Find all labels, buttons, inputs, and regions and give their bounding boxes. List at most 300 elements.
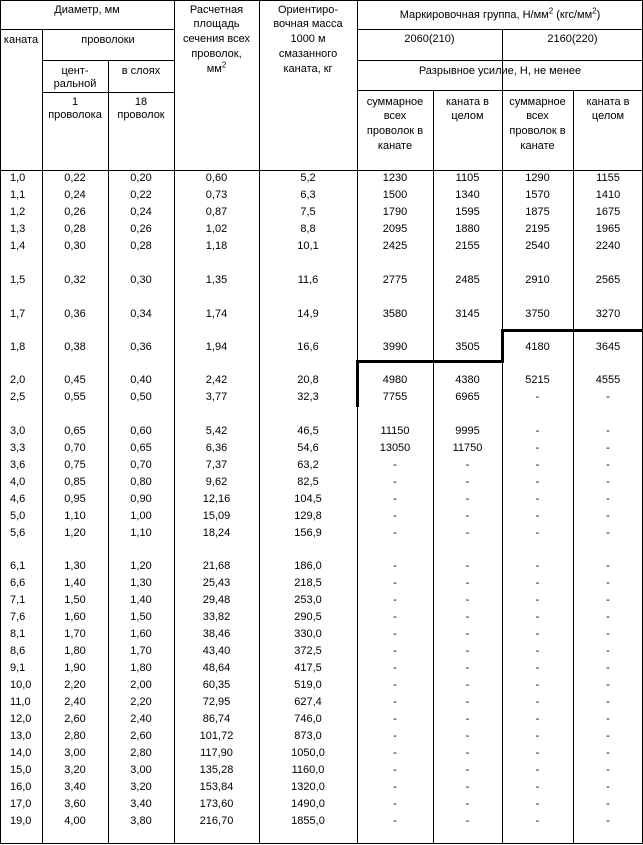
cell-rope-diameter: 7,1: [10, 594, 26, 606]
cell-layer-wire: 0,34: [130, 308, 152, 320]
cell-rope-2060: -: [465, 815, 470, 827]
cell-sum-2160: -: [535, 510, 540, 522]
cell-layer-wire: 1,50: [130, 611, 152, 623]
cell-layer-wire: 2,40: [130, 713, 152, 725]
cell-mass: 290,5: [294, 611, 322, 623]
cell-rope-diameter: 1,5: [10, 274, 26, 286]
cell-rope-2160: 1965: [595, 223, 621, 235]
cell-layer-wire: 3,00: [130, 764, 152, 776]
cell-area: 9,62: [205, 476, 228, 488]
cell-rope-diameter: 2,5: [10, 391, 26, 403]
cell-rope-2060: -: [465, 611, 470, 623]
cell-central-wire: 0,45: [64, 374, 86, 386]
cell-central-wire: 0,65: [64, 425, 86, 437]
cell-mass: 156,9: [294, 527, 322, 539]
cell-rope-2060: 1105: [455, 172, 480, 184]
cell-mass: 873,0: [294, 730, 322, 742]
header-eighteen-1: 18: [134, 96, 148, 108]
cell-area: 173,60: [199, 798, 234, 810]
cell-central-wire: 2,20: [64, 679, 86, 691]
cell-rope-2160: -: [606, 764, 610, 776]
cell-mass: 82,5: [297, 476, 319, 488]
cell-area: 216,70: [199, 815, 234, 827]
cell-rope-2160: -: [606, 493, 610, 505]
cell-layer-wire: 0,28: [130, 240, 152, 252]
cell-rope-2060: -: [465, 713, 470, 725]
cell-layer-wire: 0,36: [130, 341, 152, 353]
cell-area: 1,74: [205, 308, 228, 320]
cell-area: 1,18: [205, 240, 228, 252]
cell-layer-wire: 1,20: [130, 560, 152, 572]
cell-sum-2060: 2095: [382, 223, 408, 235]
cell-rope-diameter: 8,1: [10, 628, 26, 640]
cell-central-wire: 1,90: [64, 662, 86, 674]
cell-sum-2060: -: [393, 493, 397, 505]
cell-mass: 218,5: [294, 577, 322, 589]
cell-area: 3,77: [205, 391, 228, 403]
cell-area: 33,82: [202, 611, 231, 623]
cell-layer-wire: 1,40: [130, 594, 152, 606]
cell-central-wire: 3,20: [64, 764, 86, 776]
cell-sum-2160: -: [535, 798, 540, 810]
cell-layer-wire: 0,90: [130, 493, 152, 505]
cell-mass: 11,6: [297, 274, 319, 286]
cell-sum-2160: -: [535, 493, 540, 505]
cell-rope-2160: -: [606, 815, 610, 827]
cell-area: 25,43: [202, 577, 231, 589]
header-rope-whole-2b: целом: [591, 110, 625, 122]
cell-layer-wire: 0,50: [130, 391, 152, 403]
cell-mass: 32,3: [297, 391, 319, 403]
cell-area: 86,74: [202, 713, 231, 725]
cell-rope-diameter: 1,1: [10, 189, 26, 201]
cell-rope-2060: 9995: [455, 425, 480, 437]
cell-area: 43,40: [202, 645, 231, 657]
cell-rope-2060: 1880: [455, 223, 480, 235]
cell-central-wire: 3,40: [64, 781, 86, 793]
cell-rope-2160: -: [606, 645, 610, 657]
cell-central-wire: 0,30: [64, 240, 86, 252]
cell-central-wire: 1,70: [64, 628, 86, 640]
cell-sum-2160: -: [535, 425, 540, 437]
cell-sum-2060: -: [393, 628, 397, 640]
cell-sum-2060: -: [393, 679, 397, 691]
cell-rope-2160: -: [606, 425, 610, 437]
cell-sum-2160: -: [535, 815, 540, 827]
cell-rope-diameter: 1,3: [10, 223, 26, 235]
cell-sum-2060: 7755: [382, 391, 408, 403]
cell-area: 18,24: [202, 527, 231, 539]
cell-rope-2160: -: [606, 594, 610, 606]
cell-sum-2060: 4980: [382, 374, 408, 386]
cell-central-wire: 0,36: [64, 308, 86, 320]
header-one-wire-2: проволока: [48, 109, 102, 121]
header-line-grades: [357, 60, 643, 61]
cell-area: 1,35: [205, 274, 228, 286]
cell-rope-2060: -: [465, 662, 470, 674]
cell-sum-2060: -: [393, 476, 397, 488]
cell-central-wire: 2,40: [64, 696, 86, 708]
cell-mass: 10,1: [297, 240, 319, 252]
cell-rope-2160: -: [606, 781, 610, 793]
cell-rope-2160: -: [606, 476, 610, 488]
cell-layer-wire: 0,80: [130, 476, 152, 488]
cell-central-wire: 1,30: [64, 560, 86, 572]
cell-rope-2160: -: [606, 611, 610, 623]
header-sum-all-2a: суммарное: [509, 96, 566, 108]
cell-mass: 1050,0: [291, 747, 325, 759]
cell-mass: 129,8: [294, 510, 322, 522]
cell-sum-2160: -: [535, 594, 540, 606]
cell-central-wire: 1,80: [64, 645, 86, 657]
cell-sum-2060: -: [393, 577, 397, 589]
cell-layer-wire: 3,20: [130, 781, 152, 793]
cell-area: 135,28: [199, 764, 234, 776]
header-rope-whole-1a: каната в: [445, 96, 490, 108]
header-sum-all-1a: суммарное: [366, 96, 424, 108]
cell-central-wire: 0,32: [64, 274, 86, 286]
cell-sum-2060: 13050: [379, 442, 411, 454]
cell-rope-2160: 1675: [595, 206, 621, 218]
cell-central-wire: 3,00: [64, 747, 86, 759]
cell-mass: 16,6: [297, 341, 319, 353]
cell-mass: 5,2: [300, 172, 316, 184]
cell-rope-diameter: 1,4: [10, 240, 26, 252]
cell-rope-diameter: 4,6: [10, 493, 26, 505]
cell-layer-wire: 2,60: [130, 730, 152, 742]
cell-rope-diameter: 8,6: [10, 645, 26, 657]
cell-area: 101,72: [199, 730, 234, 742]
cell-rope-2160: -: [606, 679, 610, 691]
cell-rope-diameter: 3,0: [10, 425, 26, 437]
cell-sum-2160: -: [535, 747, 540, 759]
cell-rope-diameter: 5,0: [10, 510, 26, 522]
cell-rope-2160: 1410: [595, 189, 621, 201]
cell-mass: 1320,0: [291, 781, 325, 793]
cell-mass: 8,8: [300, 223, 316, 235]
cell-sum-2060: -: [393, 510, 397, 522]
cell-mass: 1160,0: [291, 764, 325, 776]
cell-rope-2160: -: [606, 391, 610, 403]
cell-layer-wire: 1,80: [130, 662, 152, 674]
cell-central-wire: 1,10: [64, 510, 86, 522]
cell-sum-2060: -: [393, 645, 397, 657]
cell-sum-2160: -: [535, 459, 540, 471]
cell-mass: 372,5: [294, 645, 322, 657]
cell-rope-2160: 4555: [595, 374, 621, 386]
cell-sum-2160: 2910: [525, 274, 550, 286]
cell-sum-2160: 2540: [525, 240, 550, 252]
cell-rope-2060: 6965: [455, 391, 480, 403]
cell-area: 38,46: [202, 628, 231, 640]
cell-sum-2160: -: [535, 679, 540, 691]
cell-sum-2060: -: [393, 594, 397, 606]
boundary-line-c: [357, 360, 504, 363]
cell-sum-2160: -: [535, 527, 540, 539]
cell-area: 7,37: [205, 459, 228, 471]
cell-area: 153,84: [199, 781, 234, 793]
cell-central-wire: 3,60: [64, 798, 86, 810]
header-wires: проволоки: [81, 34, 135, 46]
cell-mass: 20,8: [297, 374, 319, 386]
header-breaking-force: Разрывное усилие, Н, не менее: [418, 65, 582, 77]
cell-central-wire: 0,95: [64, 493, 86, 505]
header-sum-all-2c: проволок в: [509, 125, 566, 137]
cell-rope-2060: -: [465, 493, 470, 505]
cell-rope-2160: 1155: [596, 172, 620, 184]
cell-layer-wire: 1,60: [130, 628, 152, 640]
cell-sum-2160: -: [535, 476, 540, 488]
cell-rope-2160: -: [606, 662, 610, 674]
cell-rope-diameter: 6,6: [10, 577, 26, 589]
header-central-1: цент-: [61, 65, 89, 77]
cell-sum-2060: -: [393, 560, 397, 572]
header-rope-whole-2a: каната в: [586, 96, 630, 108]
cell-area: 21,68: [202, 560, 231, 572]
cell-rope-2160: -: [606, 713, 610, 725]
cell-area: 60,35: [202, 679, 231, 691]
cell-central-wire: 1,20: [64, 527, 86, 539]
cell-layer-wire: 0,30: [130, 274, 152, 286]
cell-layer-wire: 0,22: [130, 189, 152, 201]
cell-rope-2060: -: [465, 628, 470, 640]
header-diameter: Диаметр, мм: [54, 4, 120, 16]
cell-rope-2060: -: [465, 527, 470, 539]
cell-rope-2060: -: [465, 476, 470, 488]
cell-layer-wire: 0,65: [130, 442, 152, 454]
cell-layer-wire: 1,30: [130, 577, 152, 589]
cell-rope-diameter: 1,8: [10, 341, 26, 353]
cell-rope-2060: -: [465, 764, 470, 776]
cell-area: 1,94: [205, 341, 228, 353]
header-sum-all-1c: проволок в: [366, 125, 424, 137]
cell-sum-2160: -: [535, 645, 540, 657]
cell-layer-wire: 1,10: [130, 527, 152, 539]
cell-rope-diameter: 19,0: [10, 815, 32, 827]
cell-rope-2160: -: [606, 747, 610, 759]
cell-sum-2060: -: [393, 713, 397, 725]
cell-layer-wire: 0,40: [130, 374, 152, 386]
cell-rope-diameter: 9,1: [10, 662, 26, 674]
cell-sum-2160: 1875: [525, 206, 550, 218]
cell-sum-2160: -: [535, 764, 540, 776]
header-mass-5: каната, кг: [283, 63, 333, 75]
cell-rope-diameter: 4,0: [10, 476, 26, 488]
cell-rope-2160: -: [606, 730, 610, 742]
cell-sum-2160: -: [535, 560, 540, 572]
cell-layer-wire: 0,20: [130, 172, 152, 184]
cell-central-wire: 2,60: [64, 713, 86, 725]
cell-rope-diameter: 5,6: [10, 527, 26, 539]
cell-rope-diameter: 3,6: [10, 459, 26, 471]
cell-rope-diameter: 6,1: [10, 560, 26, 572]
cell-rope-2160: -: [606, 577, 610, 589]
header-in-layers: в слоях: [121, 65, 161, 77]
cell-central-wire: 0,38: [64, 341, 86, 353]
cell-layer-wire: 0,60: [130, 425, 152, 437]
cell-rope-2060: -: [465, 645, 470, 657]
header-area-1: Расчетная: [189, 4, 244, 16]
cell-area: 15,09: [202, 510, 231, 522]
cell-rope-2060: -: [465, 781, 470, 793]
cell-rope-2060: -: [465, 798, 470, 810]
cell-sum-2160: 1290: [525, 172, 550, 184]
cell-rope-diameter: 7,6: [10, 611, 26, 623]
cell-mass: 6,3: [300, 189, 316, 201]
cell-sum-2160: -: [535, 730, 540, 742]
cell-sum-2060: 3990: [382, 341, 408, 353]
header-mass-2: вочная масса: [273, 18, 343, 30]
header-rope: каната: [3, 34, 39, 46]
cell-sum-2060: 11150: [380, 425, 410, 437]
cell-rope-2060: 2485: [455, 274, 480, 286]
header-line-diameter: [0, 29, 174, 30]
cell-sum-2160: -: [535, 442, 540, 454]
cell-area: 117,90: [200, 747, 233, 759]
cell-sum-2060: -: [393, 662, 397, 674]
cell-rope-2160: -: [606, 560, 610, 572]
cell-rope-2060: -: [465, 560, 470, 572]
cell-sum-2160: 1570: [525, 189, 550, 201]
cell-rope-2060: 3505: [455, 341, 480, 353]
cell-rope-2160: 3645: [595, 341, 621, 353]
header-area-3: сечения всех: [183, 33, 250, 45]
cell-mass: 627,4: [294, 696, 322, 708]
cell-central-wire: 2,80: [64, 730, 86, 742]
cell-area: 48,64: [202, 662, 231, 674]
cell-area: 0,73: [205, 189, 228, 201]
header-area-2: площадь: [193, 18, 240, 30]
cell-mass: 63,2: [297, 459, 319, 471]
cell-rope-2060: -: [465, 696, 470, 708]
cell-rope-diameter: 1,2: [10, 206, 26, 218]
cell-rope-diameter: 1,7: [10, 308, 26, 320]
cell-sum-2160: -: [535, 662, 540, 674]
table-bottom-border: [0, 843, 643, 844]
cell-sum-2060: -: [393, 730, 397, 742]
cell-mass: 46,5: [297, 425, 319, 437]
cell-rope-diameter: 12,0: [10, 713, 32, 725]
cell-rope-2160: -: [606, 628, 610, 640]
cell-rope-diameter: 16,0: [10, 781, 32, 793]
cell-sum-2060: -: [393, 611, 397, 623]
cell-sum-2060: -: [393, 459, 397, 471]
cell-area: 1,02: [205, 223, 228, 235]
cell-layer-wire: 0,24: [130, 206, 152, 218]
cell-rope-2060: 3145: [455, 308, 480, 320]
cell-layer-wire: 3,40: [130, 798, 152, 810]
cell-sum-2060: -: [393, 696, 397, 708]
cell-mass: 1490,0: [291, 798, 325, 810]
header-mass-4: смазанного: [278, 48, 338, 60]
cell-sum-2060: 1230: [382, 172, 408, 184]
header-bottom-line: [0, 170, 643, 171]
cell-central-wire: 0,24: [64, 189, 86, 201]
header-sum-all-2d: канате: [520, 140, 555, 152]
header-one-wire-1: 1: [71, 96, 79, 108]
cell-sum-2060: -: [393, 747, 397, 759]
cell-sum-2060: -: [393, 798, 397, 810]
cell-central-wire: 1,40: [64, 577, 86, 589]
cell-rope-2160: -: [606, 442, 610, 454]
header-grade-1: 2060(210): [404, 33, 455, 45]
header-rope-whole-1b: целом: [451, 110, 484, 122]
cell-layer-wire: 2,00: [130, 679, 152, 691]
cell-area: 5,42: [205, 425, 228, 437]
header-mass-1: Ориентиро-: [277, 4, 339, 16]
cell-rope-2060: -: [465, 679, 470, 691]
cell-rope-2060: 4380: [455, 374, 480, 386]
cell-area: 0,87: [205, 206, 228, 218]
cell-mass: 54,6: [297, 442, 319, 454]
cell-area: 0,60: [205, 172, 228, 184]
cell-sum-2060: 1790: [382, 206, 408, 218]
header-eighteen-2: проволок: [117, 109, 165, 121]
cell-area: 6,36: [205, 442, 228, 454]
cell-central-wire: 4,00: [64, 815, 86, 827]
cell-central-wire: 0,70: [64, 442, 86, 454]
cell-central-wire: 0,55: [64, 391, 86, 403]
cell-mass: 1855,0: [291, 815, 325, 827]
cell-central-wire: 0,28: [64, 223, 86, 235]
cell-rope-2060: -: [465, 730, 470, 742]
cell-layer-wire: 1,70: [130, 645, 152, 657]
cell-sum-2160: -: [535, 696, 540, 708]
cell-sum-2160: 5215: [525, 374, 550, 386]
cell-layer-wire: 0,70: [130, 459, 152, 471]
cell-rope-2160: -: [606, 527, 610, 539]
cell-rope-diameter: 2,0: [10, 374, 26, 386]
table-left-border: [0, 0, 1, 844]
header-central-2: ральной: [53, 78, 97, 90]
cell-rope-2160: -: [606, 510, 610, 522]
cell-rope-2060: 1595: [455, 206, 480, 218]
cell-rope-diameter: 1,0: [10, 172, 26, 184]
cell-rope-2060: -: [465, 459, 470, 471]
header-line-force: [357, 90, 643, 91]
cell-rope-diameter: 3,3: [10, 442, 26, 454]
cell-mass: 330,0: [294, 628, 322, 640]
cell-central-wire: 0,85: [64, 476, 86, 488]
table-top-border: [0, 0, 643, 1]
cell-rope-2160: 2565: [595, 274, 621, 286]
cell-rope-diameter: 15,0: [10, 764, 32, 776]
cell-area: 12,16: [202, 493, 231, 505]
cell-central-wire: 1,50: [64, 594, 86, 606]
cell-mass: 186,0: [294, 560, 322, 572]
cell-area: 2,42: [205, 374, 228, 386]
cell-rope-2060: 11750: [452, 442, 483, 454]
cell-rope-2060: -: [465, 594, 470, 606]
cell-rope-2060: -: [465, 747, 470, 759]
header-grade-2: 2160(220): [547, 33, 598, 45]
cell-sum-2060: 1500: [382, 189, 408, 201]
cell-rope-2160: 2240: [595, 240, 621, 252]
cell-sum-2160: -: [535, 713, 540, 725]
cell-layer-wire: 1,00: [130, 510, 152, 522]
cell-sum-2060: -: [393, 764, 397, 776]
cell-sum-2060: 2425: [382, 240, 408, 252]
header-marking-group: Маркировочная группа, $Н/мм^2$ $(кгс/мм^2)$: [399, 6, 601, 21]
cell-rope-2160: -: [606, 798, 610, 810]
header-area-5: $мм^2$: [206, 60, 227, 75]
header-area-4: проволок,: [191, 48, 242, 60]
cell-sum-2060: -: [393, 527, 397, 539]
cell-rope-2060: 2155: [455, 240, 480, 252]
cell-sum-2160: 3750: [525, 308, 550, 320]
cell-layer-wire: 3,80: [130, 815, 152, 827]
cell-sum-2160: -: [535, 391, 540, 403]
